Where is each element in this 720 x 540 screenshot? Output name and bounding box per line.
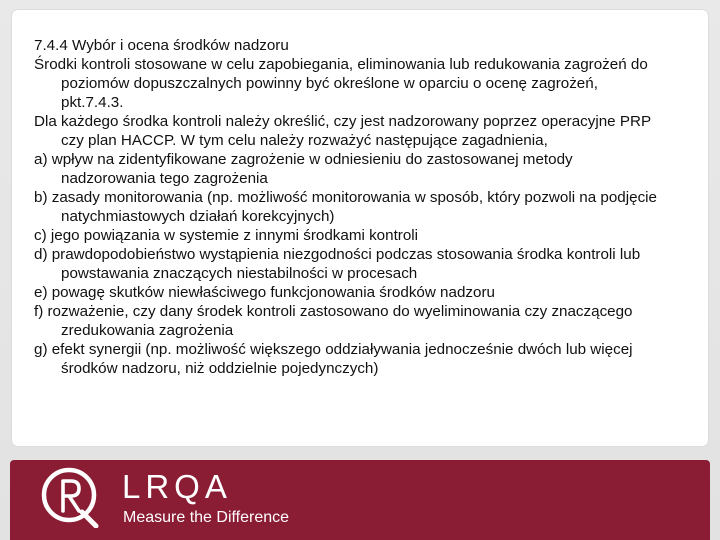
slide-text bbox=[34, 36, 664, 378]
brand-tagline: Measure the Difference bbox=[123, 509, 290, 526]
list-item-a: a) wpływ na zidentyfikowane zagrożenie w odniesieniu do zastosowanej metody nadzorowania tego zagrożenia bbox=[34, 151, 573, 187]
brand-footer bbox=[10, 460, 710, 540]
paragraph-requirement: Dla każdego środka kontroli należy określić, czy jest nadzorowany poprzez operacyjne PRP czy plan HACCP. W tym celu należy rozważyć następujące zagadnienia, bbox=[34, 113, 651, 149]
paragraph-intro: Środki kontroli stosowane w celu zapobiegania, eliminowania lub redukowania zagrożeń do poziomów dopuszczalnych powinny być określone w oparciu o ocenę zagrożeń, pkt.7.4.3. bbox=[34, 56, 648, 111]
list-item-e: e) powagę skutków niewłaściwego funkcjonowania środków nadzoru bbox=[34, 284, 495, 301]
list-item-g: g) efekt synergii (np. możliwość większego oddziaływania jednocześnie dwóch lub więcej środków nadzoru, niż oddzielnie pojedynczych) bbox=[34, 341, 633, 377]
list-item-c: c) jego powiązania w systemie z innymi środkami kontroli bbox=[34, 227, 419, 244]
list-item-d: d) prawdopodobieństwo wystąpienia niezgodności podczas stosowania środka kontroli lub powstawania znaczących niestabilności w procesach bbox=[34, 246, 641, 282]
list-item-b: b) zasady monitorowania (np. możliwość monitorowania w sposób, który pozwoli na podjęcie natychmiastowych działań korekcyjnych) bbox=[34, 189, 657, 225]
brand-name: LRQA bbox=[122, 468, 232, 505]
list-item-f: f) rozważenie, czy dany środek kontroli zastosowano do wyeliminowania czy znaczącego zredukowania zagrożenia bbox=[34, 303, 633, 339]
slide-title: 7.4.4 Wybór i ocena środków nadzoru bbox=[34, 37, 289, 54]
lrqa-logo-icon bbox=[38, 464, 102, 528]
